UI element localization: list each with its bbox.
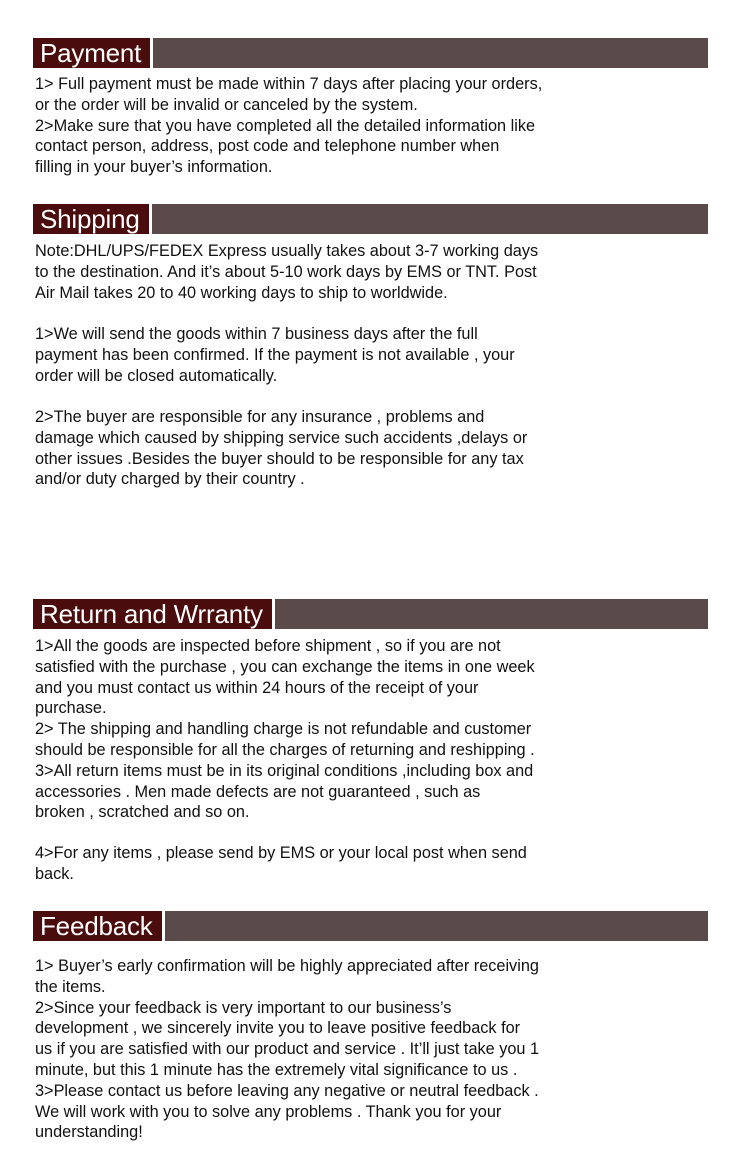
shipping-header-bar xyxy=(33,204,708,234)
return-title: Return and Wrranty xyxy=(33,599,275,629)
return-header-bar xyxy=(33,599,708,629)
return-text-2: 4>For any items , please send by EMS or your local post when send back. xyxy=(35,844,527,883)
shipping-note: Note:DHL/UPS/FEDEX Express usually takes about 3-7 working days to the destination. And it’s about 5-10 work days by EMS or TNT. Post Air Mail takes 20 to 40 working days to ship to worldwide. xyxy=(35,242,539,302)
payment-header-bar xyxy=(33,38,708,68)
payment-title: Payment xyxy=(33,38,153,68)
feedback-title: Feedback xyxy=(33,911,165,941)
payment-text: 1> Full payment must be made within 7 days after placing your orders, or the order will be invalid or canceled by the system. 2>Make sure that you have completed all the detailed information like contact person, address, post code and telephone number when filling in your buyer’s information. xyxy=(35,75,543,177)
shipping-text-1: 1>We will send the goods within 7 business days after the full payment has been confirmed. If the payment is not available , your order will be closed automatically. xyxy=(35,325,515,385)
feedback-header-bar xyxy=(33,911,708,941)
feedback-text: 1> Buyer’s early confirmation will be highly appreciated after receiving the items. 2>Since your feedback is very important to our business’s development , we sincerely invite you to leave positive feedback for us if you are satisfied with our product and service . It’ll just take you 1 minute, but this 1 minute has the extremely vital significance to us . 3>Please contact us before leaving any negative or neutral feedback . We will work with you to solve any problems . Thank you for your understanding! xyxy=(35,957,540,1142)
shipping-title: Shipping xyxy=(33,204,152,234)
return-text-1: 1>All the goods are inspected before shipment , so if you are not satisfied with the purchase , you can exchange the items in one week and you must contact us within 24 hours of the receipt of your purchase. 2> The shipping and handling charge is not refundable and customer should be responsible for all the charges of returning and reshipping . 3>All return items must be in its original conditions ,including box and accessories . Men made defects are not guaranteed , such as broken , scratched and so on. xyxy=(35,637,535,822)
shipping-text-2: 2>The buyer are responsible for any insurance , problems and damage which caused by shipping service such accidents ,delays or other issues .Besides the buyer should to be responsible for any tax and/or duty charged by their country . xyxy=(35,408,528,489)
